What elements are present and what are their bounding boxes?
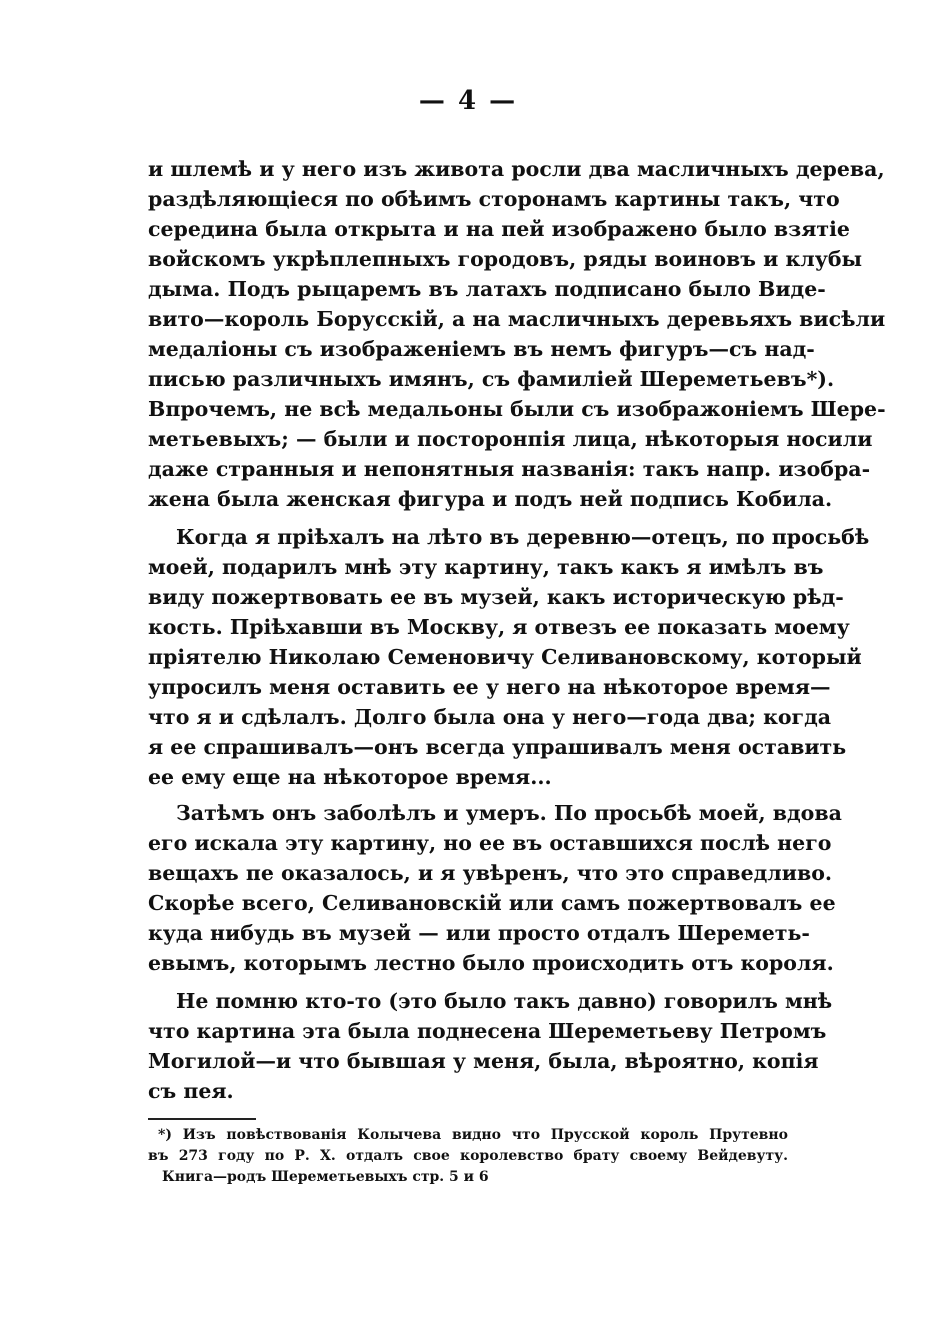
footnote-line: въ 273 году по Р. Х. отдалъ свое королевство брату своему Вейдевуту. xyxy=(148,1148,788,1164)
text-line: писью различныхъ имянъ, съ фамиліей Шереметьевъ*). xyxy=(148,367,835,391)
text-line: куда нибудь въ музей — или просто отдалъ Шереметь- xyxy=(148,921,810,945)
footnote xyxy=(148,1125,788,1188)
text-line: Затѣмъ онъ заболѣлъ и умеръ. По просьбѣ моей, вдова xyxy=(176,801,842,825)
paragraph-3 xyxy=(148,798,842,978)
text-line: Впрочемъ, не всѣ медальоны были съ изображоніемъ Шере- xyxy=(148,397,886,421)
text-line: пріятелю Николаю Семеновичу Селивановскому, который xyxy=(148,645,862,669)
text-line: ее ему еще на нѣкоторое время... xyxy=(148,765,552,789)
text-line: что картина эта была поднесена Шереметьеву Петромъ xyxy=(148,1019,827,1043)
text-line: что я и сдѣлалъ. Долго была она у него—года два; когда xyxy=(148,705,832,729)
text-line: и шлемѣ и у него изъ живота росли два масличныхъ дерева, xyxy=(148,157,885,181)
text-line: дыма. Подъ рыцаремъ въ латахъ подписано было Виде- xyxy=(148,277,826,301)
text-line: жена была женская фигура и подъ ней подпись Кобила. xyxy=(148,487,833,511)
text-line: съ пея. xyxy=(148,1079,234,1103)
text-line: вито—король Борусскій, а на масличныхъ деревьяхъ висѣли xyxy=(148,307,886,331)
footnote-divider xyxy=(148,1118,256,1120)
text-line: даже странныя и непонятныя названія: такъ напр. изобра- xyxy=(148,457,871,481)
text-line: метьевыхъ; — были и посторонпія лица, нѣкоторыя носили xyxy=(148,427,873,451)
text-line: его искала эту картину, но ее въ оставшихся послѣ него xyxy=(148,831,832,855)
text-line: середина была открыта и на пей изображено было взятіе xyxy=(148,217,850,241)
text-line: Могилой—и что бывшая у меня, была, вѣроятно, копія xyxy=(148,1049,819,1073)
text-line: евымъ, которымъ лестно было происходить отъ короля. xyxy=(148,951,834,975)
text-line: войскомъ укрѣплепныхъ городовъ, ряды воиновъ и клубы xyxy=(148,247,863,271)
text-line: раздѣляющіеся по обѣимъ сторонамъ картины такъ, что xyxy=(148,187,840,211)
footnote-line: *) Изъ повѣствованія Колычева видно что Прусской король Прутевно xyxy=(158,1127,788,1143)
text-line: кость. Пріѣхавши въ Москву, я отвезъ ее показать моему xyxy=(148,615,850,639)
paragraph-1 xyxy=(148,154,886,514)
text-line: вещахъ пе оказалось, и я увѣренъ, что это справедливо. xyxy=(148,861,833,885)
text-line: виду пожертвовать ее въ музей, какъ историческую рѣд- xyxy=(148,585,844,609)
text-line: упросилъ меня оставить ее у него на нѣкоторое время— xyxy=(148,675,831,699)
paragraph-4 xyxy=(148,986,833,1106)
text-line: я ее спрашивалъ—онъ всегда упрашивалъ меня оставить xyxy=(148,735,847,759)
text-line: медаліоны съ изображеніемъ въ немъ фигуръ—съ над- xyxy=(148,337,815,361)
footnote-line: Книга—родъ Шереметьевыхъ стр. 5 и 6 xyxy=(162,1169,489,1185)
text-line: Скорѣе всего, Селивановскій или самъ пожертвовалъ ее xyxy=(148,891,836,915)
text-line: Не помню кто-то (это было такъ давно) говорилъ мнѣ xyxy=(176,989,833,1013)
page-number: — 4 — xyxy=(418,86,518,116)
paragraph-2 xyxy=(148,522,870,792)
text-line: Когда я пріѣхалъ на лѣто въ деревню—отецъ, по просьбѣ xyxy=(176,525,870,549)
text-line: моей, подарилъ мнѣ эту картину, такъ какъ я имѣлъ въ xyxy=(148,555,824,579)
